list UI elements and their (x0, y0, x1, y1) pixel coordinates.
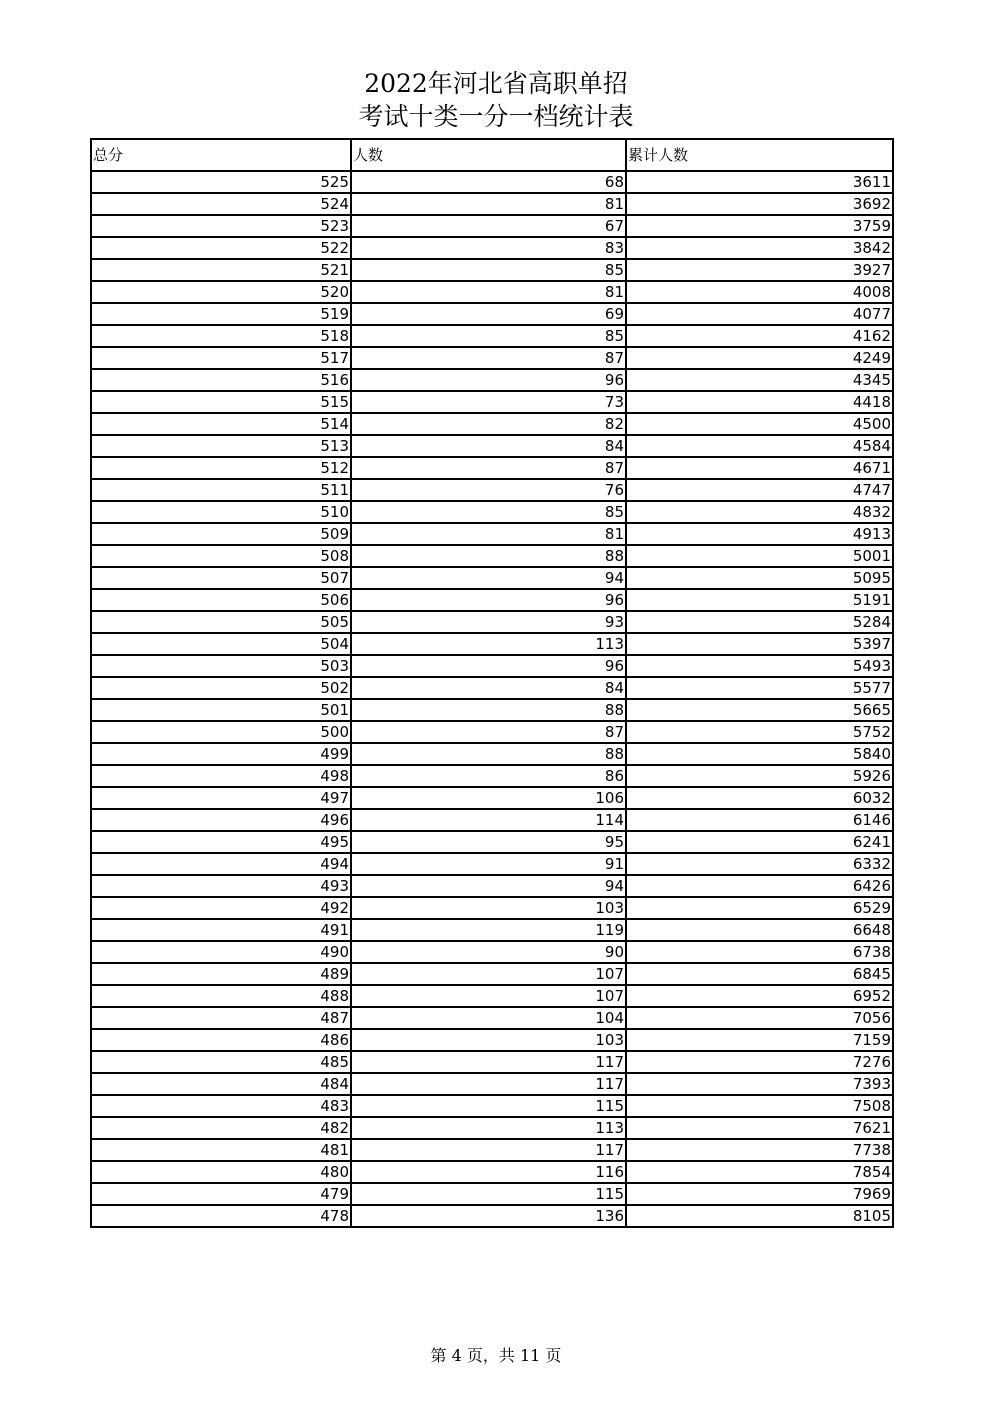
cell-total-score: 496 (91, 809, 351, 831)
table-row (91, 721, 893, 743)
table-row (91, 391, 893, 413)
cell-cumulative: 6032 (626, 787, 893, 809)
table-row (91, 325, 893, 347)
cell-total-score: 484 (91, 1073, 351, 1095)
cell-total-score: 512 (91, 457, 351, 479)
cell-cumulative: 4671 (626, 457, 893, 479)
cell-total-score: 514 (91, 413, 351, 435)
cell-total-score: 518 (91, 325, 351, 347)
table-row (91, 897, 893, 919)
cell-count: 96 (351, 369, 626, 391)
cell-total-score: 516 (91, 369, 351, 391)
cell-count: 117 (351, 1139, 626, 1161)
cell-count: 104 (351, 1007, 626, 1029)
cell-count: 115 (351, 1183, 626, 1205)
cell-total-score: 493 (91, 875, 351, 897)
table-row (91, 963, 893, 985)
cell-total-score: 489 (91, 963, 351, 985)
cell-total-score: 517 (91, 347, 351, 369)
cell-total-score: 495 (91, 831, 351, 853)
cell-total-score: 510 (91, 501, 351, 523)
cell-total-score: 486 (91, 1029, 351, 1051)
cell-cumulative: 4418 (626, 391, 893, 413)
table-row (91, 919, 893, 941)
cell-total-score: 513 (91, 435, 351, 457)
cell-total-score: 501 (91, 699, 351, 721)
cell-cumulative: 6845 (626, 963, 893, 985)
cell-cumulative: 6952 (626, 985, 893, 1007)
cell-total-score: 505 (91, 611, 351, 633)
cell-total-score: 511 (91, 479, 351, 501)
cell-count: 82 (351, 413, 626, 435)
cell-total-score: 507 (91, 567, 351, 589)
cell-count: 94 (351, 567, 626, 589)
cell-total-score: 497 (91, 787, 351, 809)
header-count: 人数 (351, 139, 626, 171)
cell-cumulative: 5926 (626, 765, 893, 787)
cell-cumulative: 4584 (626, 435, 893, 457)
cell-total-score: 524 (91, 193, 351, 215)
cell-count: 114 (351, 809, 626, 831)
table-body (91, 171, 893, 1227)
table-row (91, 171, 893, 193)
table-row (91, 523, 893, 545)
cell-total-score: 508 (91, 545, 351, 567)
cell-count: 107 (351, 963, 626, 985)
cell-total-score: 522 (91, 237, 351, 259)
table-row (91, 435, 893, 457)
table-row (91, 281, 893, 303)
header-cumulative: 累计人数 (626, 139, 893, 171)
cell-total-score: 485 (91, 1051, 351, 1073)
cell-cumulative: 3611 (626, 171, 893, 193)
cell-count: 136 (351, 1205, 626, 1227)
table-row (91, 193, 893, 215)
cell-count: 87 (351, 347, 626, 369)
cell-cumulative: 7393 (626, 1073, 893, 1095)
cell-count: 117 (351, 1073, 626, 1095)
cell-count: 115 (351, 1095, 626, 1117)
cell-cumulative: 4747 (626, 479, 893, 501)
cell-count: 84 (351, 435, 626, 457)
cell-total-score: 492 (91, 897, 351, 919)
cell-cumulative: 6738 (626, 941, 893, 963)
cell-count: 86 (351, 765, 626, 787)
cell-cumulative: 7276 (626, 1051, 893, 1073)
cell-total-score: 498 (91, 765, 351, 787)
cell-total-score: 479 (91, 1183, 351, 1205)
header-row (91, 139, 893, 171)
cell-cumulative: 8105 (626, 1205, 893, 1227)
cell-cumulative: 4832 (626, 501, 893, 523)
cell-count: 117 (351, 1051, 626, 1073)
cell-count: 69 (351, 303, 626, 325)
cell-cumulative: 6529 (626, 897, 893, 919)
table-row (91, 985, 893, 1007)
table-row (91, 765, 893, 787)
cell-cumulative: 7508 (626, 1095, 893, 1117)
cell-cumulative: 3759 (626, 215, 893, 237)
table-row (91, 347, 893, 369)
cell-cumulative: 5493 (626, 655, 893, 677)
cell-cumulative: 4162 (626, 325, 893, 347)
cell-cumulative: 7969 (626, 1183, 893, 1205)
table-row (91, 655, 893, 677)
cell-cumulative: 6146 (626, 809, 893, 831)
table-row (91, 1073, 893, 1095)
table-row (91, 237, 893, 259)
cell-count: 96 (351, 655, 626, 677)
table-row (91, 809, 893, 831)
table-row (91, 875, 893, 897)
cell-cumulative: 7854 (626, 1161, 893, 1183)
page-footer: 第 4 页，共 11 页 (430, 1346, 562, 1365)
table-row (91, 611, 893, 633)
cell-cumulative: 5577 (626, 677, 893, 699)
table-row (91, 567, 893, 589)
table-row (91, 1117, 893, 1139)
cell-total-score: 481 (91, 1139, 351, 1161)
table-row (91, 1029, 893, 1051)
cell-count: 106 (351, 787, 626, 809)
cell-count: 84 (351, 677, 626, 699)
title-line-1: 2022年河北省高职单招 (364, 69, 628, 98)
table-row (91, 369, 893, 391)
cell-count: 81 (351, 281, 626, 303)
table-row (91, 831, 893, 853)
cell-count: 67 (351, 215, 626, 237)
cell-count: 81 (351, 193, 626, 215)
table-row (91, 1139, 893, 1161)
cell-cumulative: 7621 (626, 1117, 893, 1139)
cell-total-score: 521 (91, 259, 351, 281)
cell-cumulative: 6426 (626, 875, 893, 897)
cell-count: 81 (351, 523, 626, 545)
table-row (91, 501, 893, 523)
cell-total-score: 494 (91, 853, 351, 875)
cell-count: 113 (351, 633, 626, 655)
cell-cumulative: 4345 (626, 369, 893, 391)
cell-cumulative: 7159 (626, 1029, 893, 1051)
cell-total-score: 488 (91, 985, 351, 1007)
cell-cumulative: 5397 (626, 633, 893, 655)
table-row (91, 633, 893, 655)
cell-total-score: 506 (91, 589, 351, 611)
cell-count: 93 (351, 611, 626, 633)
cell-count: 119 (351, 919, 626, 941)
table-row (91, 545, 893, 567)
table-row (91, 941, 893, 963)
cell-total-score: 515 (91, 391, 351, 413)
cell-cumulative: 6241 (626, 831, 893, 853)
cell-count: 90 (351, 941, 626, 963)
table-row (91, 677, 893, 699)
cell-cumulative: 4008 (626, 281, 893, 303)
cell-total-score: 502 (91, 677, 351, 699)
cell-cumulative: 5840 (626, 743, 893, 765)
cell-cumulative: 4249 (626, 347, 893, 369)
cell-count: 73 (351, 391, 626, 413)
cell-total-score: 490 (91, 941, 351, 963)
cell-cumulative: 3842 (626, 237, 893, 259)
cell-total-score: 523 (91, 215, 351, 237)
cell-cumulative: 4913 (626, 523, 893, 545)
cell-count: 88 (351, 743, 626, 765)
cell-count: 96 (351, 589, 626, 611)
cell-total-score: 525 (91, 171, 351, 193)
cell-total-score: 504 (91, 633, 351, 655)
cell-count: 113 (351, 1117, 626, 1139)
cell-count: 107 (351, 985, 626, 1007)
cell-cumulative: 7056 (626, 1007, 893, 1029)
cell-cumulative: 5665 (626, 699, 893, 721)
cell-count: 85 (351, 325, 626, 347)
cell-total-score: 478 (91, 1205, 351, 1227)
cell-total-score: 519 (91, 303, 351, 325)
cell-count: 103 (351, 897, 626, 919)
cell-cumulative: 3692 (626, 193, 893, 215)
cell-count: 87 (351, 457, 626, 479)
title-line-2: 考试十类一分一档统计表 (358, 102, 634, 131)
cell-cumulative: 6332 (626, 853, 893, 875)
cell-total-score: 483 (91, 1095, 351, 1117)
cell-cumulative: 4500 (626, 413, 893, 435)
cell-count: 88 (351, 545, 626, 567)
cell-total-score: 500 (91, 721, 351, 743)
table-row (91, 1051, 893, 1073)
cell-cumulative: 5095 (626, 567, 893, 589)
table-row (91, 259, 893, 281)
cell-total-score: 520 (91, 281, 351, 303)
table-row (91, 1095, 893, 1117)
score-table (90, 138, 894, 1228)
table-row (91, 1205, 893, 1227)
header-total-score: 总分 (91, 139, 351, 171)
cell-cumulative: 5284 (626, 611, 893, 633)
table-row (91, 457, 893, 479)
cell-count: 116 (351, 1161, 626, 1183)
cell-count: 68 (351, 171, 626, 193)
table-row (91, 413, 893, 435)
cell-total-score: 509 (91, 523, 351, 545)
table-row (91, 1183, 893, 1205)
table-row (91, 303, 893, 325)
cell-count: 91 (351, 853, 626, 875)
cell-total-score: 487 (91, 1007, 351, 1029)
cell-total-score: 491 (91, 919, 351, 941)
table-row (91, 589, 893, 611)
cell-count: 85 (351, 259, 626, 281)
cell-total-score: 482 (91, 1117, 351, 1139)
table-row (91, 1161, 893, 1183)
cell-count: 95 (351, 831, 626, 853)
table-row (91, 1007, 893, 1029)
table-row (91, 853, 893, 875)
cell-count: 85 (351, 501, 626, 523)
cell-count: 88 (351, 699, 626, 721)
table-row (91, 787, 893, 809)
cell-cumulative: 5752 (626, 721, 893, 743)
cell-cumulative: 3927 (626, 259, 893, 281)
cell-cumulative: 6648 (626, 919, 893, 941)
table-row (91, 479, 893, 501)
cell-count: 83 (351, 237, 626, 259)
cell-total-score: 499 (91, 743, 351, 765)
table-row (91, 699, 893, 721)
table-row (91, 743, 893, 765)
cell-total-score: 503 (91, 655, 351, 677)
cell-cumulative: 7738 (626, 1139, 893, 1161)
cell-count: 76 (351, 479, 626, 501)
cell-cumulative: 5191 (626, 589, 893, 611)
cell-count: 103 (351, 1029, 626, 1051)
cell-total-score: 480 (91, 1161, 351, 1183)
cell-cumulative: 4077 (626, 303, 893, 325)
cell-count: 94 (351, 875, 626, 897)
table-row (91, 215, 893, 237)
cell-count: 87 (351, 721, 626, 743)
cell-cumulative: 5001 (626, 545, 893, 567)
